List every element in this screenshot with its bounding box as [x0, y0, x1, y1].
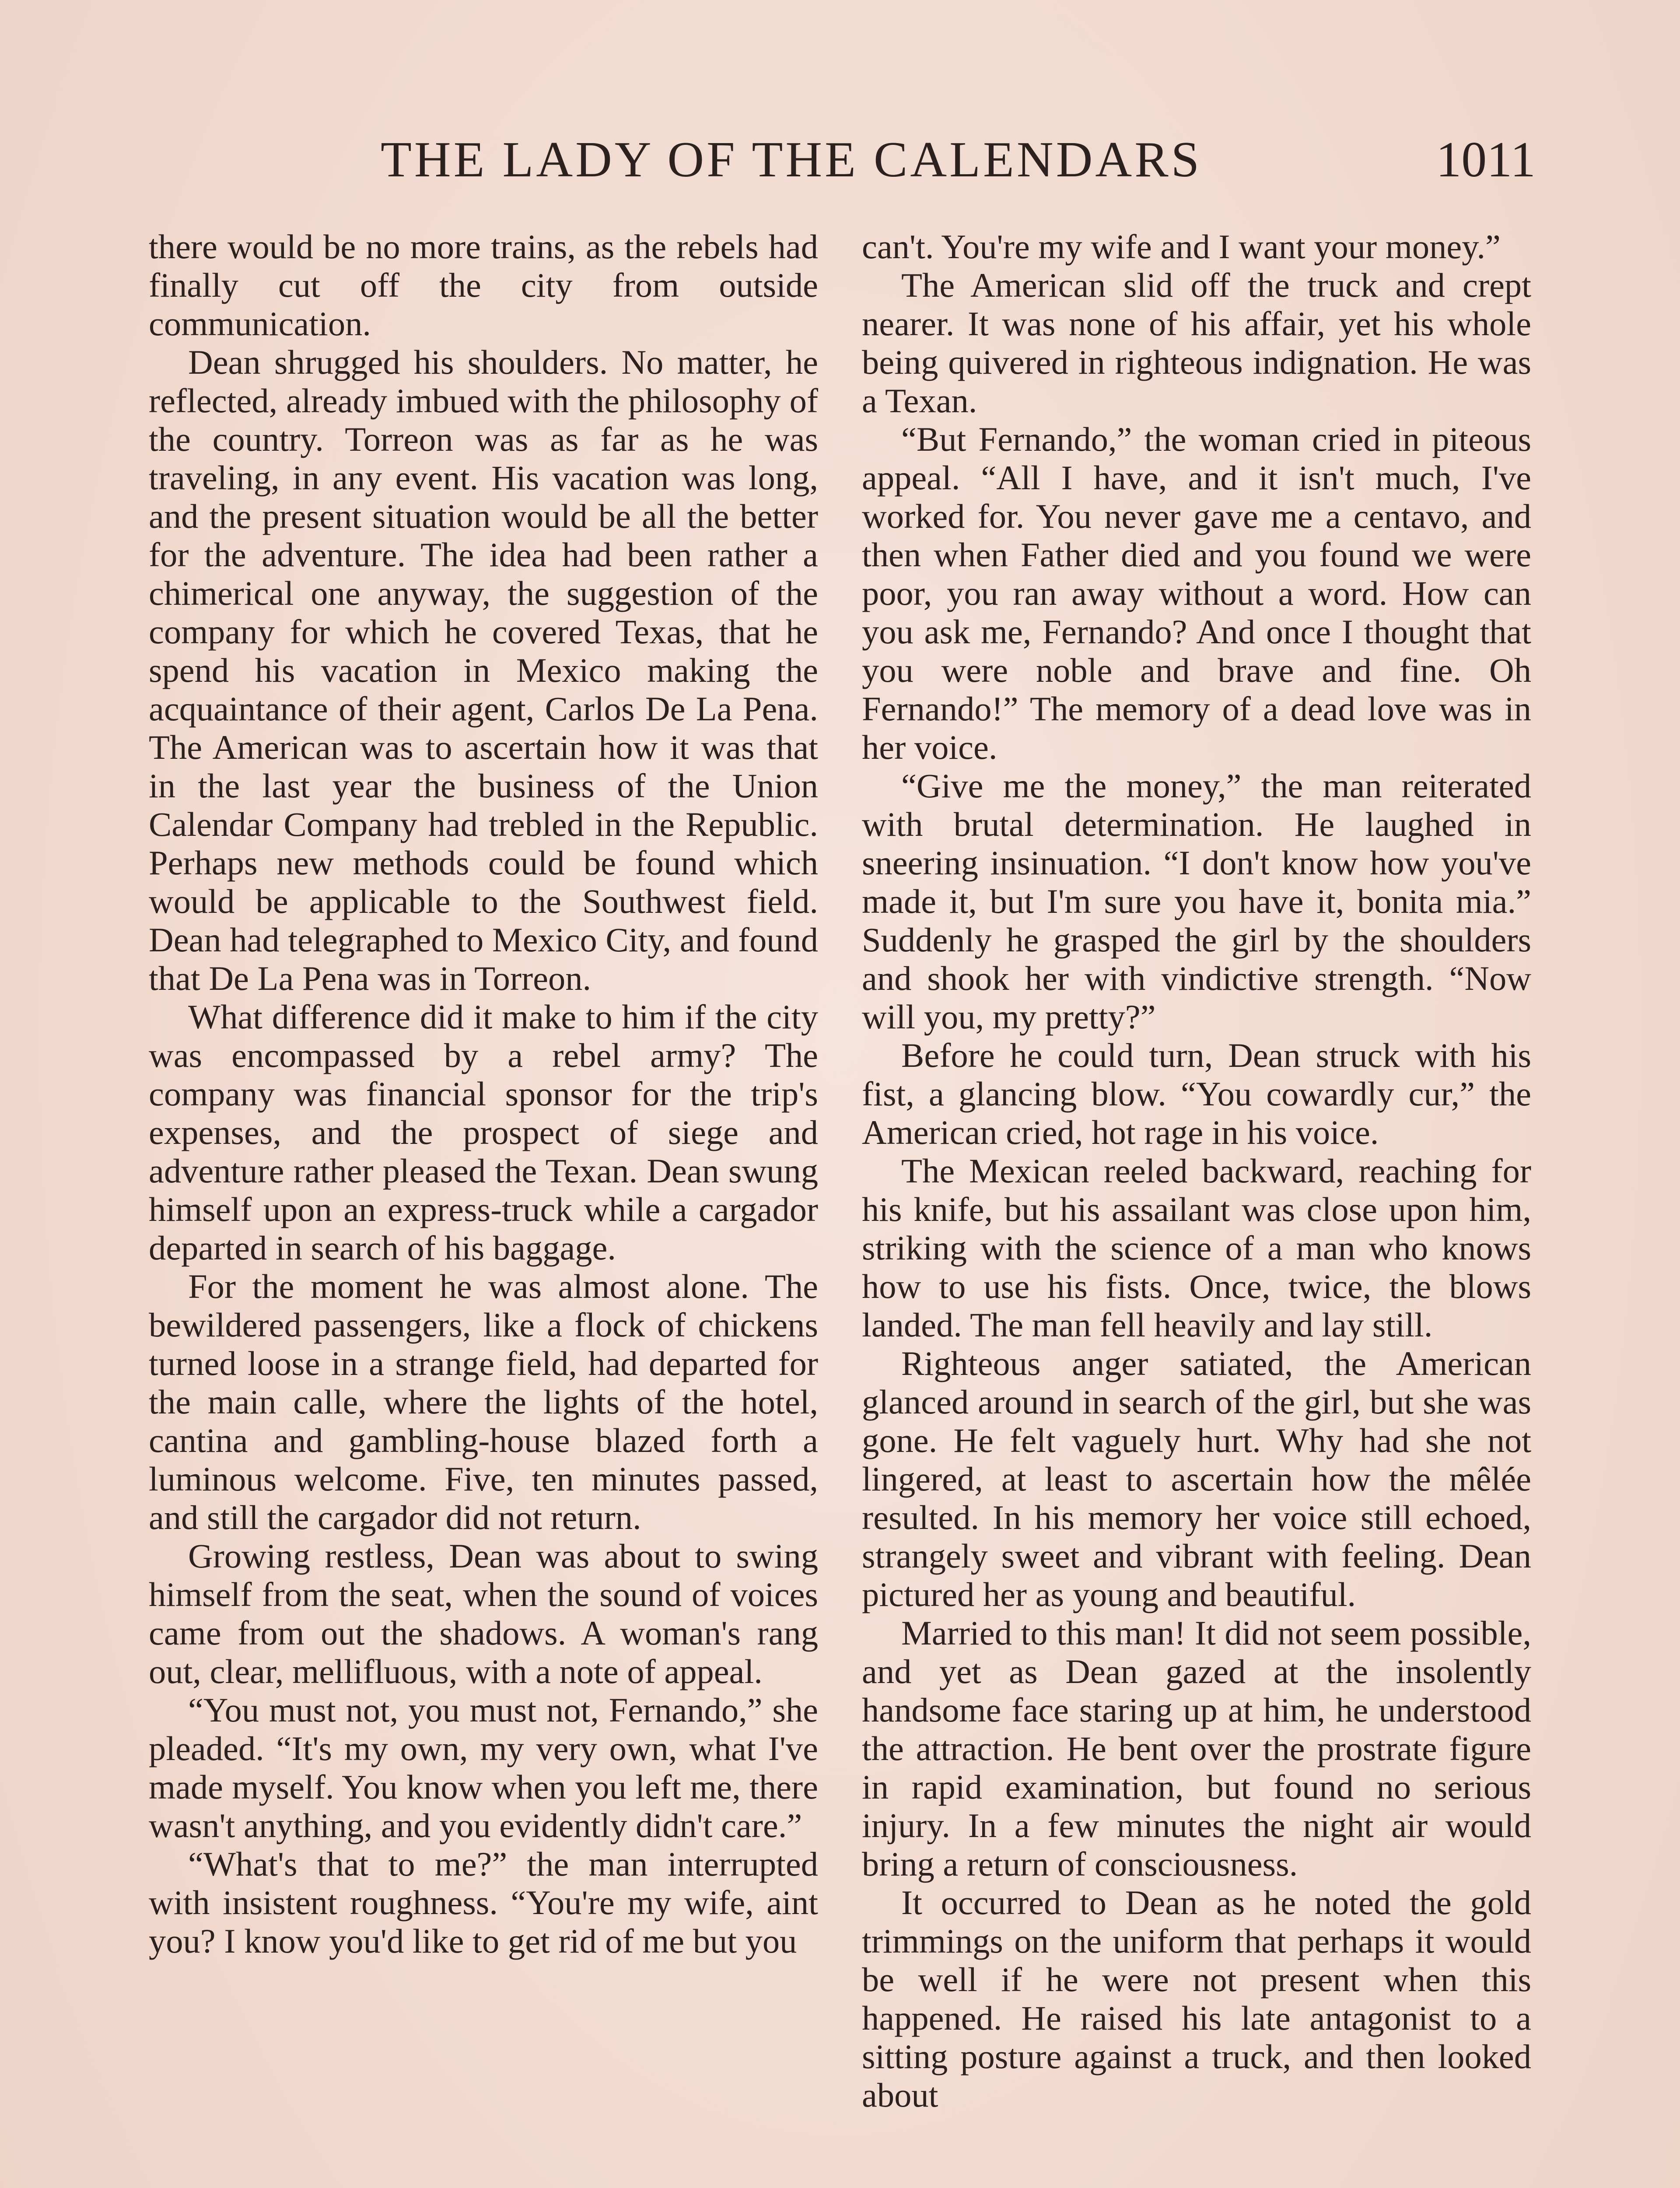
left-column [149, 228, 818, 1960]
paragraph: “But Fernando,” the woman cried in piteous appeal. “All I have, and it isn't much, I've worked for. You never gave me a centavo, and then when Father died and you found we were poor, you ran away without a word. How can you ask me, Fernando? And once I thought that you were noble and brave and fine. Oh Fernando!” The memory of a dead love was in her voice. [862, 420, 1531, 766]
paragraph: What difference did it make to him if the city was encompassed by a rebel army? The company was financial sponsor for the trip's expenses, and the prospect of siege and adventure rather pleased the Texan. Dean swung himself upon an express-truck while a cargador departed in search of his baggage. [149, 998, 818, 1267]
paragraph: The American slid off the truck and crept nearer. It was none of his affair, yet his whole being quivered in righteous indignation. He was a Texan. [862, 266, 1531, 420]
paragraph: Before he could turn, Dean struck with his fist, a glancing blow. “You cowardly cur,” the American cried, hot rage in his voice. [862, 1036, 1531, 1151]
paragraph: “What's that to me?” the man interrupted with insistent roughness. “You're my wife, aint you? I know you'd like to get rid of me but you [149, 1845, 818, 1960]
running-header [144, 127, 1544, 193]
paragraph: Dean shrugged his shoulders. No matter, he reflected, already imbued with the philosophy of the country. Torreon was as far as he was traveling, in any event. His vacation was long, and the present situation would be all the better for the adventure. The idea had been rather a chimerical one anyway, the suggestion of the company for which he covered Texas, that he spend his vacation in Mexico making the acquaintance of their agent, Carlos De La Pena. The American was to ascertain how it was that in the last year the business of the Union Calendar Company had trebled in the Republic. Perhaps new methods could be found which would be applicable to the Southwest field. Dean had telegraphed to Mexico City, and found that De La Pena was in Torreon. [149, 343, 818, 997]
paragraph: Righteous anger satiated, the American glanced around in search of the girl, but she was gone. He felt vaguely hurt. Why had she not lingered, at least to ascertain how the mêlée resulted. In his memory her voice still echoed, strangely sweet and vibrant with feeling. Dean pictured her as young and beautiful. [862, 1344, 1531, 1613]
paragraph: “Give me the money,” the man reiterated with brutal determination. He laughed in sneering insinuation. “I don't know how you've made it, but I'm sure you have it, bonita mia.” Suddenly he grasped the girl by the shoulders and shook her with vindictive strength. “Now will you, my pretty?” [862, 767, 1531, 1036]
page-number: 1011 [1436, 132, 1536, 188]
paragraph: The Mexican reeled backward, reaching for his knife, but his assailant was close upon him, striking with the science of a man who knows how to use his fists. Once, twice, the blows landed. The man fell heavily and lay still. [862, 1152, 1531, 1344]
running-title: THE LADY OF THE CALENDARS [381, 132, 1202, 188]
right-column [862, 228, 1531, 2114]
paragraph: Growing restless, Dean was about to swing himself from the seat, when the sound of voices came from out the shadows. A woman's rang out, clear, mellifluous, with a note of appeal. [149, 1537, 818, 1690]
paragraph: “You must not, you must not, Fernando,” she pleaded. “It's my own, my very own, what I've made myself. You know when you left me, there wasn't anything, and you evidently didn't care.” [149, 1691, 818, 1844]
paragraph: can't. You're my wife and I want your money.” [862, 228, 1501, 266]
paragraph: It occurred to Dean as he noted the gold trimmings on the uniform that perhaps it would be well if he were not present when this happened. He raised his late antagonist to a sitting posture against a truck, and then looked about [862, 1883, 1531, 2114]
paragraph: there would be no more trains, as the rebels had finally cut off the city from outside communication. [149, 228, 818, 343]
paragraph: Married to this man! It did not seem possible, and yet as Dean gazed at the insolently handsome face staring up at him, he understood the attraction. He bent over the prostrate figure in rapid examination, but found no serious injury. In a few minutes the night air would bring a return of consciousness. [862, 1614, 1531, 1883]
paragraph: For the moment he was almost alone. The bewildered passengers, like a flock of chickens turned loose in a strange field, had departed for the main calle, where the lights of the hotel, cantina and gambling-house blazed forth a luminous welcome. Five, ten minutes passed, and still the cargador did not return. [149, 1267, 818, 1536]
